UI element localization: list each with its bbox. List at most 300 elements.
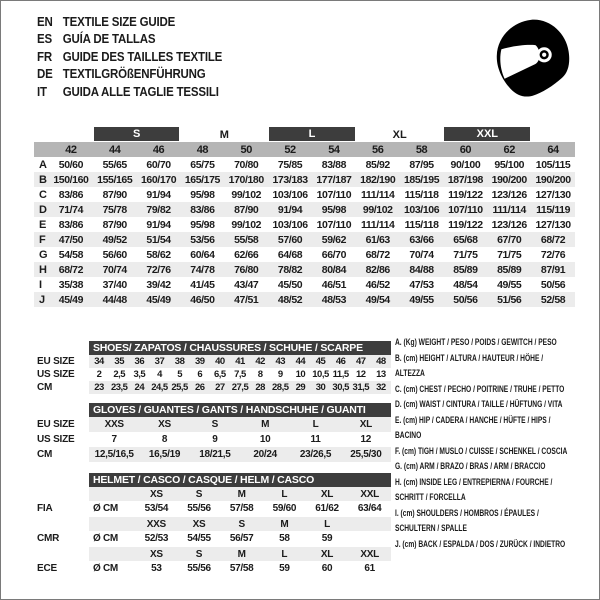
- value-cell: 6: [197, 369, 203, 380]
- helmet-size-cell: S: [195, 488, 203, 500]
- size-value-cell: 49/54: [356, 292, 400, 307]
- helmet-value-cell: 58: [279, 532, 290, 544]
- size-value-cell: 127/130: [535, 188, 571, 201]
- helmet-value-cell: 55/56: [187, 502, 211, 514]
- size-value-cell: 37/40: [102, 278, 127, 291]
- helmet-value-cell: 59: [321, 532, 333, 544]
- value-cell: 28,5: [272, 382, 289, 393]
- size-value-cell: 60/70: [146, 158, 171, 171]
- value-cell: XS: [158, 419, 171, 430]
- size-value-cell: 66/70: [321, 248, 347, 261]
- legend-item: C. (cm) CHEST / PECHO / POITRINE / TRUHE / PETTO: [395, 383, 565, 394]
- language-title: TEXTILE SIZE GUIDE: [62, 15, 176, 29]
- size-value-cell: 115/118: [404, 218, 439, 231]
- shoes-table-title: SHOES/ ZAPATOS / CHAUSSURES / SCHUHE / SCARPE: [89, 341, 391, 355]
- helmet-size-table: [89, 473, 391, 575]
- size-value-cell: 47/53: [409, 278, 434, 291]
- size-value-cell: 83/86: [180, 202, 224, 217]
- row-label: CM: [37, 382, 53, 393]
- value-cell: 12: [360, 434, 372, 445]
- size-group-label: [531, 127, 575, 142]
- helmet-unit-label: Ø CM: [93, 562, 118, 574]
- size-value-cell: 74/78: [180, 262, 224, 277]
- size-value-cell: 155/165: [93, 172, 137, 187]
- legend-item: I. (cm) SHOULDERS / HOMBROS / ÉPAULES / SCHULTERN / SPALLE: [395, 507, 539, 533]
- helmet-value-cell: 56/57: [229, 532, 254, 544]
- legend-item: A. (Kg) WEIGHT / PESO / POIDS / GEWITCH / PESO: [395, 337, 557, 347]
- size-value-cell: 80/84: [312, 262, 356, 277]
- value-cell: 36: [134, 356, 145, 367]
- value-cell: 2,5: [113, 369, 126, 380]
- value-cell: 37: [154, 356, 165, 367]
- size-value-cell: 123/126: [491, 218, 527, 231]
- size-value-cell: 87/95: [409, 158, 434, 171]
- language-code: ES: [37, 32, 52, 47]
- size-value-cell: 45/50: [277, 278, 303, 291]
- size-value-cell: 71/75: [453, 248, 478, 261]
- size-value-cell: 119/122: [448, 218, 483, 231]
- value-cell: 23: [94, 382, 104, 393]
- value-cell: 38: [174, 356, 185, 367]
- language-row: [37, 31, 222, 48]
- value-cell: 16,5/19: [148, 449, 181, 460]
- language-title: GUÍA DE TALLAS: [62, 32, 156, 47]
- value-cell: 45: [315, 356, 326, 367]
- size-value-cell: 123/126: [491, 188, 527, 201]
- gloves-table: [89, 403, 391, 462]
- shoes-row-labels: [37, 341, 75, 394]
- row-letter: I: [39, 278, 42, 291]
- row-letter: J: [34, 292, 49, 307]
- value-cell: 11: [310, 434, 321, 445]
- size-value-cell: 56/60: [102, 248, 127, 261]
- size-value-cell: 185/195: [400, 172, 444, 187]
- value-cell: 30,5: [332, 382, 349, 393]
- value-cell: 9: [277, 369, 283, 380]
- helmet-values-row: [89, 501, 391, 515]
- size-group-label: L: [269, 127, 355, 141]
- helmet-value-cell: 61: [364, 562, 375, 574]
- helmet-table-title: HELMET / CASCO / CASQUE / HELM / CASCO: [89, 473, 391, 487]
- helmet-value-cell: 53: [151, 562, 162, 574]
- language-row: [37, 14, 222, 31]
- size-header-cell: 52: [268, 142, 312, 157]
- size-header-cell: 44: [93, 142, 137, 157]
- shoes-table: [89, 341, 391, 394]
- size-value-cell: 70/80: [234, 158, 259, 171]
- size-value-cell: 54/58: [58, 248, 84, 261]
- size-value-cell: 107/110: [443, 202, 487, 217]
- gloves-table-rows: [89, 417, 391, 462]
- size-value-cell: 46/50: [180, 292, 224, 307]
- size-value-cell: 95/98: [190, 188, 215, 201]
- helmet-size-cell: XXL: [360, 488, 379, 500]
- language-code: FR: [37, 49, 52, 64]
- size-header-cell: 48: [180, 142, 224, 157]
- value-cell: 48: [376, 356, 386, 367]
- size-value-cell: 52/58: [531, 292, 575, 307]
- size-value-cell: 76/80: [224, 262, 268, 277]
- size-value-cell: 46/52: [365, 278, 390, 291]
- size-value-cell: 50/60: [58, 158, 84, 171]
- value-cell: 12: [356, 369, 366, 380]
- size-value-cell: 95/98: [312, 202, 356, 217]
- value-cell: S: [211, 419, 218, 430]
- size-value-cell: 99/102: [231, 188, 262, 201]
- helmet-values-row: [89, 531, 391, 545]
- helmet-value-cell: 55/56: [187, 562, 211, 574]
- language-row: [37, 66, 222, 83]
- value-cell: 39: [194, 356, 205, 367]
- size-value-cell: 72/76: [137, 262, 181, 277]
- size-group-label: M: [219, 128, 229, 141]
- helmet-unit-label: Ø CM: [93, 532, 118, 544]
- value-cell: 7: [111, 434, 117, 445]
- helmet-sizes-row: [89, 547, 391, 561]
- helmet-standard-label: FIA: [37, 502, 53, 514]
- size-value-cell: 99/102: [231, 218, 262, 231]
- value-cell: 23,5: [110, 382, 128, 393]
- row-label: US SIZE: [37, 369, 75, 380]
- language-title: GUIDE DES TAILLES TEXTILE: [62, 49, 223, 64]
- gloves-row-labels: [37, 403, 75, 462]
- legend-item: E. (cm) HIP / CADERA / HANCHE / HÜFTE / HIPS / BACINO: [395, 414, 551, 440]
- size-value-cell: 79/82: [137, 202, 181, 217]
- size-header-cell: 54: [312, 142, 356, 157]
- size-value-cell: 115/118: [404, 188, 439, 201]
- table-row: [89, 355, 391, 368]
- size-value-cell: 111/114: [487, 202, 531, 217]
- helmet-size-cell: XS: [149, 548, 163, 560]
- size-value-cell: 48/54: [453, 278, 478, 291]
- legend-item: B. (cm) HEIGHT / ALTURA / HAUTEUR / HÖHE / ALTEZZA: [395, 352, 544, 378]
- row-letter: B: [34, 172, 49, 187]
- size-value-cell: 83/88: [321, 158, 347, 171]
- helmet-value-cell: 57/58: [229, 562, 254, 574]
- row-letter: F: [34, 232, 49, 247]
- size-value-cell: 150/160: [49, 172, 93, 187]
- size-header-cell: 56: [356, 142, 400, 157]
- size-value-cell: 170/180: [224, 172, 268, 187]
- value-cell: 30: [315, 382, 326, 393]
- size-value-cell: 85/89: [487, 262, 531, 277]
- size-header-cell: 64: [531, 142, 575, 157]
- language-title: GUIDA ALLE TAGLIE TESSILI: [62, 84, 219, 99]
- value-cell: 23/26,5: [299, 449, 332, 460]
- size-value-cell: 190/200: [531, 172, 575, 187]
- value-cell: 18/21,5: [199, 449, 231, 460]
- value-cell: 31,5: [352, 382, 370, 393]
- size-value-cell: 44/48: [93, 292, 137, 307]
- shoes-table-rows: [89, 355, 391, 394]
- value-cell: 35: [114, 356, 124, 367]
- size-value-cell: 51/54: [137, 232, 181, 247]
- helmet-size-cell: XL: [320, 488, 334, 500]
- size-header-cell: 50: [224, 142, 268, 157]
- size-value-cell: 65/68: [443, 232, 487, 247]
- value-cell: 2: [96, 369, 102, 380]
- value-cell: 25,5: [171, 382, 188, 393]
- size-value-cell: 90/100: [450, 158, 481, 171]
- helmet-values-row: [89, 561, 391, 575]
- row-label: US SIZE: [37, 434, 75, 445]
- helmet-value-cell: 61/62: [315, 502, 339, 514]
- value-cell: XXS: [104, 419, 124, 430]
- size-value-cell: 87/90: [102, 218, 127, 231]
- table-row: [89, 381, 391, 394]
- helmet-size-cell: S: [195, 548, 203, 560]
- helmet-value-cell: 59/60: [272, 502, 297, 514]
- helmet-size-cell: L: [324, 518, 330, 530]
- size-value-cell: 43/47: [234, 278, 259, 291]
- size-value-cell: 48/52: [268, 292, 312, 307]
- language-list: [37, 14, 222, 101]
- size-value-cell: 49/52: [93, 232, 137, 247]
- value-cell: 46: [335, 356, 346, 367]
- helmet-standard-label: ECE: [37, 562, 57, 574]
- size-value-cell: 91/94: [146, 218, 171, 231]
- size-value-cell: 75/78: [93, 202, 137, 217]
- size-value-cell: 70/74: [93, 262, 137, 277]
- table-row: [89, 432, 391, 447]
- size-value-cell: 87/91: [531, 262, 575, 277]
- helmet-value-cell: 63/64: [357, 502, 382, 514]
- row-letter: A: [39, 158, 47, 171]
- value-cell: 27,5: [231, 382, 249, 393]
- helmet-value-cell: 60: [321, 562, 333, 574]
- value-cell: 32: [376, 382, 386, 393]
- size-value-cell: 35/38: [58, 278, 84, 291]
- size-value-cell: 72/76: [540, 248, 566, 261]
- measurement-legend: [395, 335, 573, 552]
- size-value-cell: 59/62: [312, 232, 356, 247]
- size-value-cell: 87/90: [224, 202, 268, 217]
- racing-helmet-icon: [483, 14, 575, 102]
- value-cell: 26: [194, 382, 205, 393]
- value-cell: M: [261, 419, 270, 430]
- size-value-cell: 83/86: [58, 218, 84, 231]
- size-value-cell: 47/50: [49, 232, 93, 247]
- legend-item: D. (cm) WAIST / CINTURA / TAILLE / HÜFTUNG / VITA: [395, 399, 563, 409]
- value-cell: 10: [259, 434, 271, 445]
- size-header-cell: 62: [487, 142, 531, 157]
- size-value-cell: 190/200: [487, 172, 531, 187]
- size-value-cell: 55/65: [102, 158, 127, 171]
- row-letter: C: [39, 188, 47, 201]
- size-value-cell: 78/82: [268, 262, 312, 277]
- helmet-size-cell: S: [238, 518, 245, 530]
- value-cell: 7,5: [234, 369, 246, 380]
- value-cell: 10: [295, 369, 306, 380]
- size-value-cell: 65/75: [190, 158, 215, 171]
- size-value-cell: 103/106: [272, 218, 308, 231]
- size-group-label: [34, 127, 93, 142]
- helmet-size-cell: M: [237, 548, 246, 560]
- value-cell: 25,5/30: [350, 449, 382, 460]
- value-cell: 41: [235, 356, 245, 367]
- row-letter: E: [39, 218, 46, 231]
- helmet-standard-label: CMR: [37, 532, 60, 544]
- size-value-cell: 105/115: [535, 158, 571, 171]
- value-cell: 24,5: [151, 382, 168, 393]
- gloves-table-title: GLOVES / GUANTES / GANTS / HANDSCHUHE / GUANTI: [89, 403, 391, 417]
- language-code: EN: [37, 15, 53, 29]
- size-header-cell: 42: [49, 142, 93, 157]
- size-header-cell: 58: [400, 142, 444, 157]
- size-value-cell: 85/92: [365, 158, 390, 171]
- helmet-size-cell: L: [281, 488, 288, 500]
- value-cell: 10,5: [312, 369, 329, 380]
- value-cell: 43: [275, 356, 286, 367]
- helmet-size-cell: XXS: [146, 518, 166, 530]
- helmet-value-cell: 54/55: [187, 532, 211, 544]
- size-value-cell: 95/98: [190, 218, 215, 231]
- size-value-cell: 68/72: [49, 262, 93, 277]
- size-value-cell: 48/53: [312, 292, 356, 307]
- size-value-cell: 39/42: [146, 278, 171, 291]
- value-cell: 11,5: [332, 369, 349, 380]
- size-value-cell: 85/89: [443, 262, 487, 277]
- size-value-cell: 83/86: [58, 188, 84, 201]
- size-value-cell: 115/119: [531, 202, 575, 217]
- size-value-cell: 107/110: [316, 218, 352, 231]
- value-cell: 5: [177, 369, 182, 380]
- size-header-spacer: [34, 142, 49, 157]
- size-value-cell: 187/198: [443, 172, 487, 187]
- value-cell: 13: [376, 369, 386, 380]
- helmet-size-cell: XL: [320, 548, 334, 560]
- size-value-cell: 177/187: [312, 172, 356, 187]
- helmet-table-rows: [89, 487, 391, 575]
- helmet-sizes-row: [89, 517, 391, 531]
- size-value-cell: 64/68: [277, 248, 303, 261]
- helmet-size-cell: XS: [149, 488, 163, 500]
- value-cell: 40: [215, 356, 225, 367]
- helmet-value-cell: 57/58: [229, 502, 254, 514]
- value-cell: 20/24: [253, 449, 277, 460]
- value-cell: 44: [295, 356, 306, 367]
- legend-item: G. (cm) ARM / BRAZO / BRAS / ARM / BRACCIO: [395, 461, 546, 471]
- helmet-size-cell: L: [281, 548, 288, 560]
- size-value-cell: 62/66: [234, 248, 259, 261]
- row-label: CM: [37, 449, 53, 460]
- main-size-table: [34, 127, 575, 307]
- size-value-cell: 50/56: [540, 278, 566, 291]
- value-cell: 42: [255, 356, 265, 367]
- size-value-cell: 53/56: [180, 232, 224, 247]
- language-row: [37, 49, 222, 66]
- helmet-unit-label: Ø CM: [93, 502, 118, 514]
- size-value-cell: 160/170: [137, 172, 181, 187]
- size-value-cell: 71/74: [49, 202, 93, 217]
- value-cell: L: [312, 419, 319, 430]
- size-value-cell: 103/106: [400, 202, 444, 217]
- value-cell: 3,5: [133, 369, 146, 380]
- row-label: EU SIZE: [37, 419, 75, 430]
- size-value-cell: 57/60: [268, 232, 312, 247]
- size-value-cell: 60/64: [190, 248, 215, 261]
- size-value-cell: 63/66: [400, 232, 444, 247]
- value-cell: 8: [257, 369, 263, 380]
- size-value-cell: 75/85: [277, 158, 303, 171]
- size-value-cell: 111/114: [361, 218, 395, 231]
- size-value-cell: 51/56: [487, 292, 531, 307]
- size-value-cell: 182/190: [356, 172, 400, 187]
- size-value-cell: 41/45: [190, 278, 215, 291]
- size-value-cell: 127/130: [535, 218, 571, 231]
- size-value-cell: 111/114: [361, 188, 395, 201]
- size-value-cell: 165/175: [180, 172, 224, 187]
- size-value-cell: 119/122: [448, 188, 483, 201]
- language-code: IT: [37, 84, 47, 99]
- size-value-cell: 70/74: [409, 248, 434, 261]
- value-cell: 9: [212, 434, 218, 445]
- helmet-size-cell: M: [280, 518, 289, 530]
- legend-item: H. (cm) INSIDE LEG / ENTREPIERNA / FOURCHE / SCHRITT / FORCELLA: [395, 476, 553, 502]
- table-row: [89, 368, 391, 381]
- size-value-cell: 55/58: [224, 232, 268, 247]
- table-row: [89, 447, 391, 462]
- size-value-cell: 107/110: [316, 188, 352, 201]
- value-cell: 6,5: [214, 369, 226, 380]
- language-title: TEXTILGRÖßENFÜHRUNG: [62, 67, 206, 82]
- size-value-cell: 68/72: [531, 232, 575, 247]
- helmet-size-cell: XXL: [360, 548, 379, 560]
- size-group-label: XL: [392, 128, 407, 141]
- size-header-cell: 60: [443, 142, 487, 157]
- size-group-label: XXL: [444, 127, 530, 141]
- helmet-value-cell: 53/54: [144, 502, 169, 514]
- size-value-cell: 87/90: [102, 188, 127, 201]
- row-label: EU SIZE: [37, 356, 75, 367]
- value-cell: XL: [359, 419, 372, 430]
- size-group-label: S: [94, 127, 180, 141]
- size-value-cell: 84/88: [400, 262, 444, 277]
- size-value-cell: 91/94: [268, 202, 312, 217]
- legend-item: F. (cm) TIGH / MUSLO / CUISSE / SCHENKEL / COSCIA: [395, 445, 568, 456]
- helmet-value-cell: 59: [279, 562, 290, 574]
- row-letter: G: [39, 248, 48, 261]
- size-value-cell: 99/102: [356, 202, 400, 217]
- size-value-cell: 173/183: [268, 172, 312, 187]
- size-value-cell: 68/72: [365, 248, 390, 261]
- value-cell: 28: [255, 382, 265, 393]
- size-value-cell: 103/106: [272, 188, 308, 201]
- size-header-cell: 46: [137, 142, 181, 157]
- size-value-cell: 47/51: [224, 292, 268, 307]
- size-value-cell: 58/62: [146, 248, 171, 261]
- size-value-cell: 67/70: [487, 232, 531, 247]
- size-value-cell: 50/56: [443, 292, 487, 307]
- legend-item: J. (cm) BACK / ESPALDA / DOS / ZURÜCK / INDIETRO: [395, 538, 566, 549]
- size-value-cell: 45/49: [137, 292, 181, 307]
- language-row: [37, 84, 222, 101]
- helmet-size-cell: M: [237, 488, 246, 500]
- value-cell: 24: [134, 382, 145, 393]
- size-value-cell: 61/63: [356, 232, 400, 247]
- value-cell: 27: [215, 382, 225, 393]
- size-value-cell: 49/55: [497, 278, 522, 291]
- size-value-cell: 71/75: [497, 248, 522, 261]
- helmet-sizes-row: [89, 487, 391, 501]
- table-row: [89, 417, 391, 432]
- size-value-cell: 95/100: [494, 158, 525, 171]
- helmet-size-cell: XS: [192, 518, 206, 530]
- size-value-cell: 49/55: [400, 292, 444, 307]
- value-cell: 4: [157, 369, 162, 380]
- value-cell: 12,5/16,5: [94, 449, 134, 460]
- value-cell: 34: [94, 356, 104, 367]
